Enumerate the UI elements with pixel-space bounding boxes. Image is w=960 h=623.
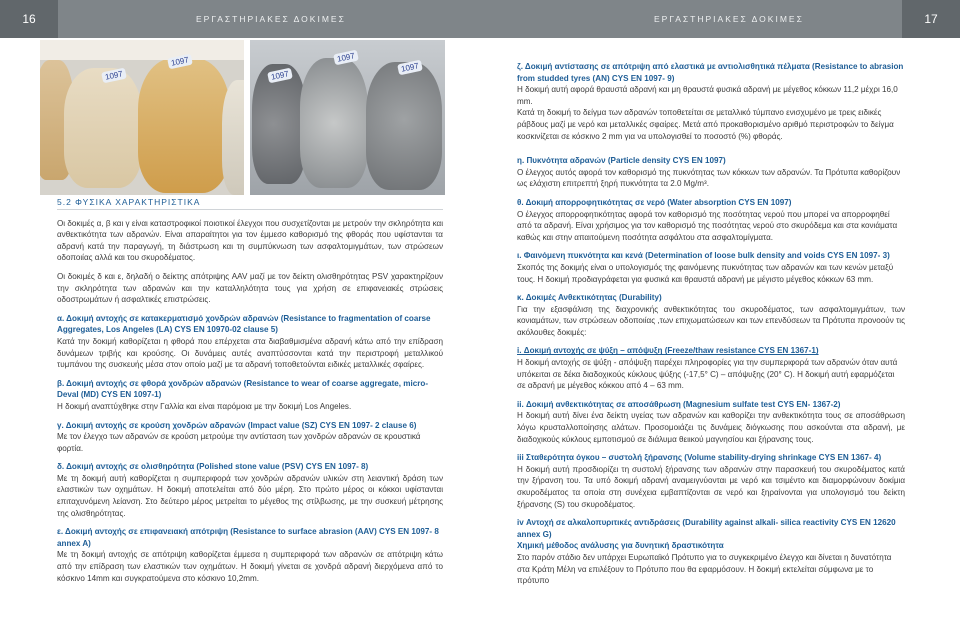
test-subheading: ii. Δοκιμή ανθεκτικότητας σε αποσάθρωση (Magnesium sulfate test CYS EN- 1367-2) [517, 399, 841, 409]
test-description: Η δοκιμή αυτή προσδιορίζει τη συστολή ξήρανσης των αδρανών στην παρασκευή του σκυροδέματος κατά την ξήρανση του. Τα υπό δοκιμή αδρανή αναμειγνύονται με νερό και τσιμέντο και διαμορφώνουν δοκίμια σκυροδέματος τα οποία στη συνέχεια εμβαπτίζονται σε νερό και ξηραίνονται για υπολογισμό του δείκτη ξήρανσης (S) του σκυροδέματος. [517, 464, 905, 509]
test-description: Ο έλεγχος απορροφητικότητας αφορά τον καθορισμό της ποσότητας νερού που μπορεί να απορροφηθεί από τα αδρανή. Είναι χρήσιμος για τον καθορισμό της ποσότητας νερού στο σκυρόδεμα και στα κονιάματα καθώς και στην απαιτούμενη ποσότητα ασφάλτου στα ασφαλτομίγματα. [517, 209, 898, 242]
test-heading: θ. Δοκιμή απορροφητικότητας σε νερό (Water absorption CYS EN 1097) [517, 197, 792, 207]
right-page-body [517, 61, 905, 587]
left-page-number: 16 [0, 0, 58, 38]
sample-tag: 1097 [397, 60, 423, 76]
sample-tag: 1097 [333, 50, 359, 66]
sample-tag: 1097 [101, 68, 127, 84]
test-heading: γ. Δοκιμή αντοχής σε κρούση χονδρών αδρανών (Impact value (SZ) CYS EN 1097- 2 clause 6) [57, 420, 417, 430]
test-heading: α. Δοκιμή αντοχής σε κατακερματισμό χονδρών αδρανών (Resistance to fragmentation of coarse Aggregates, Los Angeles (LA) CYS EN 10970-02 clause 5) [57, 313, 431, 335]
intro-paragraph: Οι δοκιμές δ και ε, δηλαδή ο δείκτης απότριψης AAV μαζί με τον δείκτη ολισθηρότητας PSV χαρακτηρίζουν την σκληρότητα των αδρανών και την καταλληλότητα τους για χρήση σε επιφανειακές στρώσεις οδοστρωμάτων ή ασφαλτικές επιστρώσεις. [57, 271, 443, 305]
test-description: Με τον έλεγχο των αδρανών σε κρούση μετρούμε την αντίσταση των χονδρών αδρανών σε κρουστικά φορτία. [57, 432, 421, 453]
test-description: Με τη δοκιμή αντοχής σε απότριψη καθορίζεται έμμεσα η συμπεριφορά των αδρανών σε απότριψη κάτω από την επίδραση των ελαστικών των οχημάτων. Η δοκιμή γίνεται σε χονδρά αδρανή διερχόμενα από το κόσκινο 14mm και συγκρατούμενα στο κόσκινο 10,2mm. [57, 550, 443, 583]
test-subheading: iv Αντοχή σε αλκαλοπυριτικές αντιδράσεις (Durability against alkali- silica reactivity CYS EN 12620 annex G) [517, 518, 896, 539]
test-description: Σκοπός της δοκιμής είναι ο υπολογισμός της φαινόμενης πυκνότητας των αδρανών και των κενών μεταξύ τους. Η δοκιμή προδιαγράφεται για φυσικά και θραυστά αδρανή με μέγιστο μέγεθος κόκκων 63 mm. [517, 262, 894, 284]
test-subheading: Χημική μέθοδος ανάλυσης για δυνητική δραστικότητα [517, 541, 724, 551]
test-heading: η. Πυκνότητα αδρανών (Particle density CYS EN 1097) [517, 156, 726, 166]
test-heading: ζ. Δοκιμή αντίστασης σε απότριψη από ελαστικά με αντιολισθητικά πέλματα (Resistance to abrasion from studded tyres (AN) CYS EN 1097- 9) [517, 62, 904, 83]
test-description: Ο έλεγχος αυτός αφορά τον καθορισμό της πυκνότητας των κόκκων των αδρανών. Τα Πρότυπα καθορίζουν ως ελάχιστη επιτρεπτή ξηρή πυκνότητα τα 2.0 Mg/m³. [517, 167, 901, 189]
test-description: Κατά την δοκιμή καθορίζεται η φθορά που επέρχεται στα διαβαθμισμένα αδρανή κάτω από την επίδραση δυνάμεων τριβής και κρούσης. Οι δυνάμεις αυτές αναπτύσσονται κατά την περιστροφή μεταλλικού τυμπάνου της συσκευής μέσα στον οποίο μαζί με τα αδρανή τοποθετούνται ειδικές μεταλλικές σφαίρες. [57, 336, 443, 370]
left-running-title: ΕΡΓΑΣΤΗΡΙΑΚΕΣ ΔΟΚΙΜΕΣ [196, 14, 346, 24]
test-heading: ι. Φαινόμενη πυκνότητα και κενά (Determination of loose bulk density and voids CYS EN 1097- 3) [517, 251, 890, 261]
test-heading: β. Δοκιμή αντοχής σε φθορά χονδρών αδρανών (Resistance to wear of coarse aggregate, micro- Deval (MD) CYS EN 1097-1) [57, 378, 429, 400]
right-running-title: ΕΡΓΑΣΤΗΡΙΑΚΕΣ ΔΟΚΙΜΕΣ [654, 14, 804, 24]
sample-tag: 1097 [267, 68, 293, 84]
aggregate-samples-photo-1 [40, 40, 244, 195]
test-subheading: i. Δοκιμή αντοχής σε ψύξη – απόψυξη (Freeze/thaw resistance CYS EN 1367-1) [517, 346, 819, 356]
left-page-body [57, 197, 443, 591]
test-description: Για την εξασφάλιση της διαχρονικής ανθεκτικότητας του σκυροδέματος, των ασφαλτομιγμάτων, των κονιαμάτων, των στρώσεων οδοποιίας ,των επιχωματώσεων και των επενδύσεων τα Πρότυπα προνοούν τις ακόλουθες δοκιμές: [517, 304, 905, 337]
section-divider [57, 209, 443, 210]
test-description: Κατά τη δοκιμή το δείγμα των αδρανών τοποθετείται σε μεταλλικό τύμπανο ενισχυμένο με τρεις ειδικές ράβδους μαζί με νερό και μεταλλικές σφαίρες. Μετά από προκαθορισμένο αριθμό περιστροφών το δείγμα κοσκινίζεται σε κόσκινο 2 mm για να υπολογισθεί το ποσοστό (%) φθοράς. [517, 108, 894, 141]
aggregate-samples-photo-2 [250, 40, 445, 195]
test-description: Με τη δοκιμή αυτή καθορίζεται η συμπεριφορά των χονδρών αδρανών υλικών στη λειαντική δράση των ελαστικών των οχημάτων. Η δοκιμή αποτελείται από δύο μέρη. Στο πρώτο μέρος οι κόκκοι υφίστανται επιταχυνόμενη λείανση. Στο δεύτερο μέρος μετρείται το μέγεθος της στίλβωσης, με την συσκευή μέτρησης της ολισθηρότητας. [57, 473, 443, 518]
test-description: Στο παρόν στάδιο δεν υπάρχει Ευρωπαϊκό Πρότυπο για το συγκεκριμένο έλεγχο και δίνεται η δυνατότητα στα Κράτη Μέλη να επιλέξουν το Πρότυπο που θα εφαρμόσουν. Η δοκιμή εκτελείται σύμφωνα με το πρότυπο [517, 552, 892, 586]
test-heading: κ. Δοκιμές Ανθεκτικότητας (Durability) [517, 293, 662, 303]
intro-paragraph: Οι δοκιμές α, β και γ είναι καταστροφικοί ποιοτικοί έλεγχοι που συσχετίζονται με μετρούν την σκληρότητα και ανθεκτικότητα των αδρανών. Είναι απαραίτητοι για τον έμμεσο καθορισμό της φθοράς που υφίστανται τα αδρανή κατά την παραγωγή, τη διάστρωση και τη συμπύκνωση των ασφαλτομιγμάτων, των στρώσεων οδοποιίας αλλά και του σκυροδέματος. [57, 218, 443, 263]
right-page-number: 17 [902, 0, 960, 38]
test-description: Η δοκιμή αυτή αφορά θραυστά αδρανή και μη θραυστά φυσικά αδρανή με μέγεθος κόκκων 11,2 μέχρι 16,0 mm. [517, 85, 898, 106]
test-description: Η δοκιμή αυτή δίνει ένα δείκτη υγείας των αδρανών και καθορίζει την ανθεκτικότητα τους σε αποσάθρωση λόγω κρυσταλλοποίησης αλάτων. Προσομοιάζει τις δυνάμεις διόγκωσης που ασκούνται στα αδρανή, με διαδοχικούς κύκλους εμποτισμού σε διάλυμα θειικού μαγνησίου και ξήρανσης τους. [517, 411, 905, 444]
section-title: 5.2 ΦΥΣΙΚΑ ΧΑΡΑΚΤΗΡΙΣΤΙΚΑ [57, 197, 201, 207]
test-description: Η δοκιμή αντοχής σε ψύξη - απόψυξη παρέχει πληροφορίες για την συμπεριφορά των αδρανών όταν αυτά υπόκειται σε δέκα διαδοχικούς κύκλους ψύξης (-17,5° C) – απόψυξης (20° C). Η δοκιμή αυτή εφαρμόζεται σε αδρανή με μέγεθος κόκκου από 4 – 63 mm. [517, 358, 898, 391]
page-header [0, 0, 960, 38]
sample-tag: 1097 [167, 54, 193, 70]
test-subheading: iii Σταθερότητα όγκου – συστολή ξήρανσης (Volume stability-drying shrinkage CYS EN 1367- 4) [517, 453, 882, 463]
test-description: Η δοκιμή αναπτύχθηκε στην Γαλλία και είναι παρόμοια με την δοκιμή Los Angeles. [57, 401, 352, 411]
test-heading: ε. Δοκιμή αντοχής σε επιφανειακή απότριψη (Resistance to surface abrasion (AAV) CYS EN 1097- 8 annex A) [57, 527, 439, 548]
test-heading: δ. Δοκιμή αντοχής σε ολισθηρότητα (Polished stone value (PSV) CYS EN 1097- 8) [57, 462, 369, 472]
